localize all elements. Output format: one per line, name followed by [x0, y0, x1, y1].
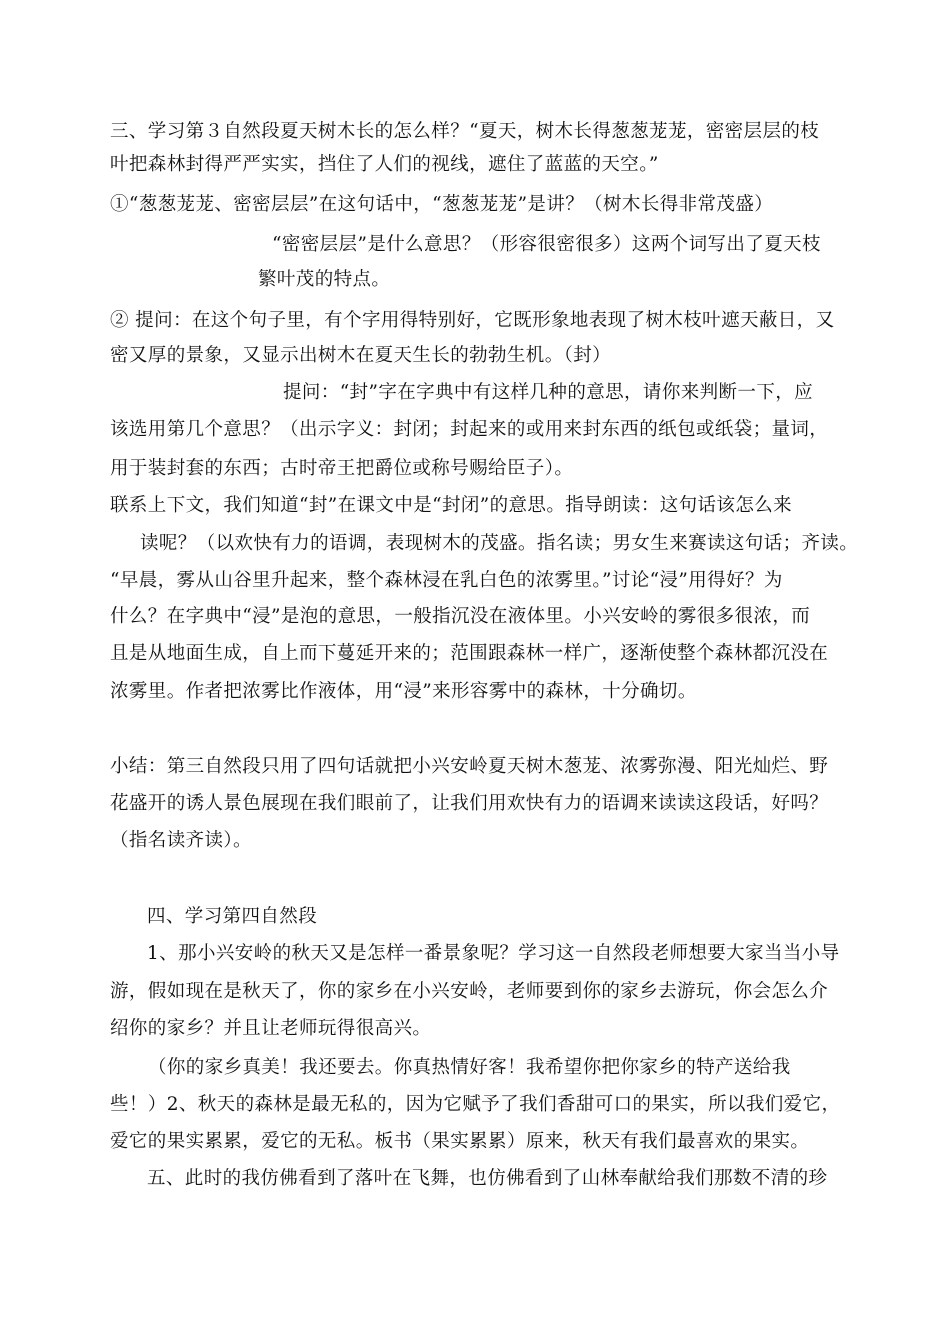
text-line: 密又厚的景象，又显示出树木在夏天生长的勃勃生机。（封） [110, 345, 612, 366]
section-heading: 五、此时的我仿佛看到了落叶在飞舞，也仿佛看到了山林奉献给我们那数不清的珍 [147, 1168, 828, 1189]
text-line: ② 提问：在这个句子里，有个字用得特别好，它既形象地表现了树木枝叶遮天蔽日，又 [110, 310, 835, 331]
text-line: “密密层层”是什么意思？（形容很密很多）这两个词写出了夏天枝 [272, 234, 821, 255]
text-line: “早晨，雾从山谷里升起来，整个森林浸在乳白色的浓雾里。”讨论“浸”用得好？为 [110, 570, 783, 591]
text-line: （你的家乡真美！我还要去。你真热情好客！我希望你把你家乡的特产送给我 [148, 1057, 791, 1078]
text-line: 浓雾里。作者把浓雾比作液体，用“浸”来形容雾中的森林，十分确切。 [110, 681, 697, 702]
text-line: 用于装封套的东西；古时帝王把爵位或称号赐给臣子）。 [110, 458, 574, 479]
text-line: 游，假如现在是秋天了，你的家乡在小兴安岭，老师要到你的家乡去游玩，你会怎么介 [110, 981, 829, 1002]
text-line: 1、那小兴安岭的秋天又是怎样一番景象呢？学习这一自然段老师想要大家当当小导 [147, 943, 840, 964]
text-line: 提问：“封”字在字典中有这样几种的意思，请你来判断一下，应 [283, 382, 814, 403]
text-line: 些！）2、秋天的森林是最无私的，因为它赋予了我们香甜可口的果实，所以我们爱它， [110, 1094, 841, 1115]
text-line: 绍你的家乡？并且让老师玩得很高兴。 [110, 1018, 432, 1039]
text-line: 繁叶茂的特点。 [258, 269, 391, 290]
text-line: 三、学习第３自然段夏天树木长的怎么样？“夏天，树木长得葱葱茏茏，密密层层的枝 [110, 121, 820, 142]
text-line: 叶把森林封得严严实实，挡住了人们的视线，遮住了蓝蓝的天空。” [110, 154, 659, 175]
text-line: 爱它的果实累累，爱它的无私。板书（果实累累）原来，秋天有我们最喜欢的果实。 [110, 1131, 810, 1152]
text-line: 读呢？（以欢快有力的语调，表现树木的茂盛。指名读；男女生来赛读这句话；齐读。 [140, 533, 859, 554]
text-line: 联系上下文，我们知道“封”在课文中是“封闭”的意思。指导朗读：这句话该怎么来 [110, 495, 793, 516]
text-line: 且是从地面生成，自上而下蔓延开来的；范围跟森林一样广，逐渐使整个森林都沉没在 [110, 643, 829, 664]
text-line: 什么？在字典中“浸”是泡的意思，一般指沉没在液体里。小兴安岭的雾很多很浓，而 [110, 606, 811, 627]
text-line: （指名读齐读）。 [110, 830, 252, 851]
text-line: ①“葱葱茏茏、密密层层”在这句话中，“葱葱茏茏”是讲？（树木长得非常茂盛） [110, 194, 774, 215]
section-heading: 四、学习第四自然段 [147, 906, 318, 927]
text-line: 花盛开的诱人景色展现在我们眼前了，让我们用欢快有力的语调来读读这段话，好吗？ [110, 793, 829, 814]
text-line: 该选用第几个意思？（出示字义：封闭；封起来的或用来封东西的纸包或纸袋；量词， [110, 419, 829, 440]
text-line: 小结：第三自然段只用了四句话就把小兴安岭夏天树木葱茏、浓雾弥漫、阳光灿烂、野 [110, 756, 829, 777]
